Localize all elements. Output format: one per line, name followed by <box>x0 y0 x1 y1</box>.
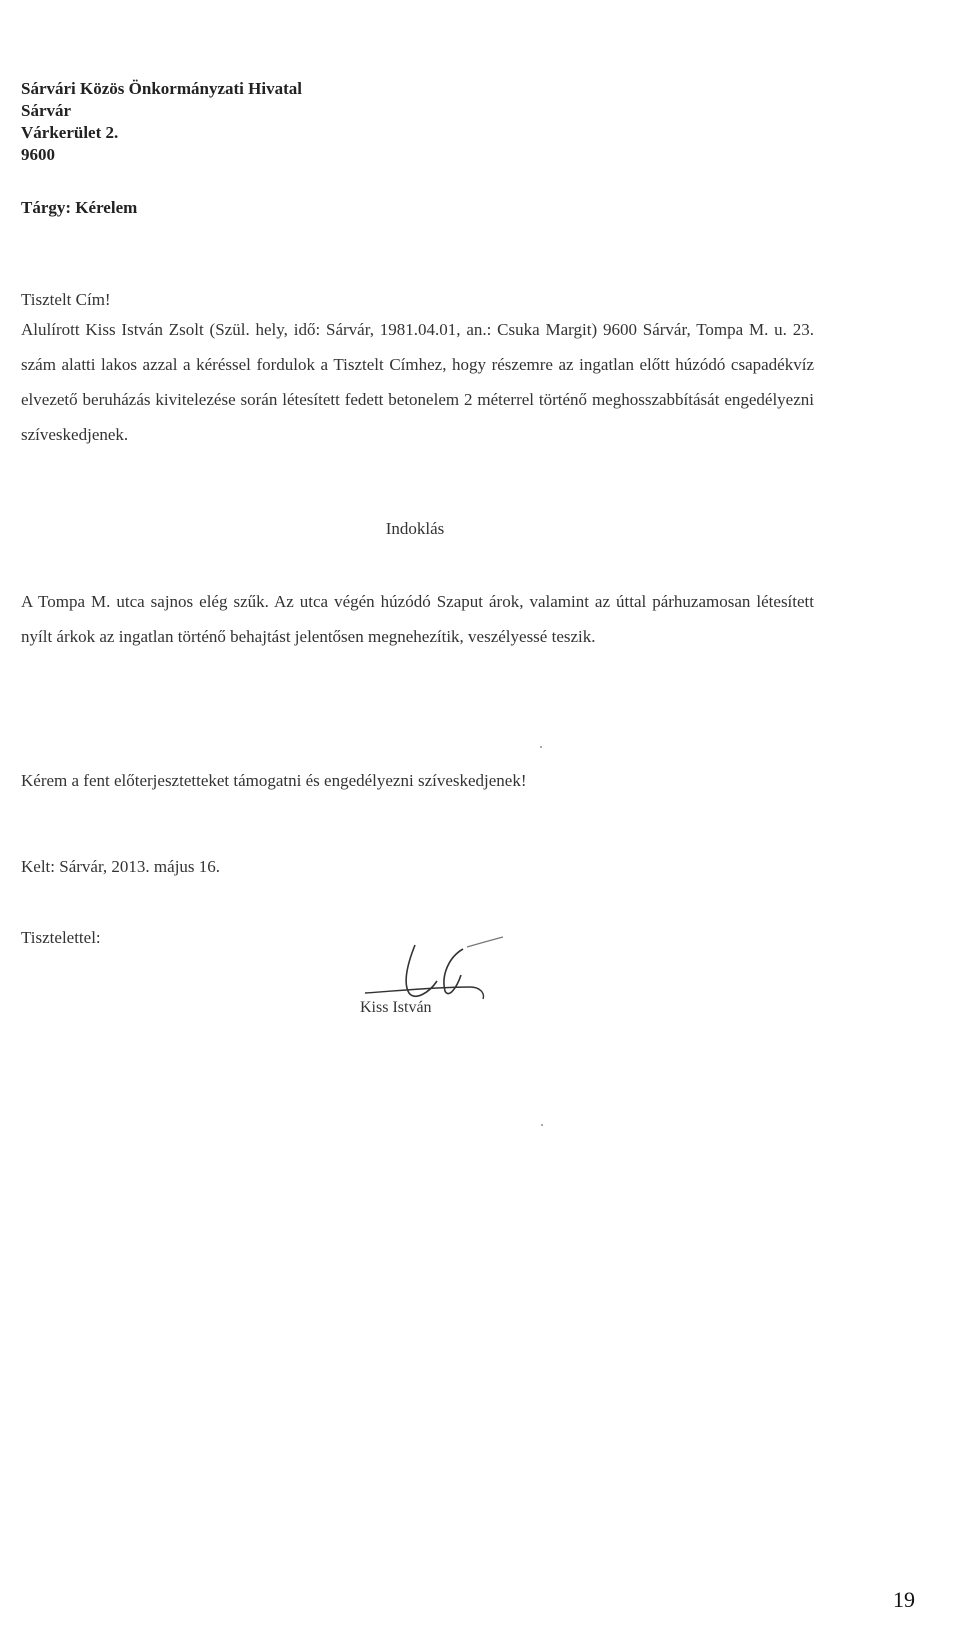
regards-line: Tisztelettel: <box>21 928 101 947</box>
recipient-street: Várkerület 2. <box>21 123 119 142</box>
scan-speck <box>540 746 542 748</box>
date-line: Kelt: Sárvár, 2013. május 16. <box>21 857 221 876</box>
recipient-address <box>21 78 302 166</box>
closing-request: Kérem a fent előterjesztetteket támogatni és engedélyezni szíveskedjenek! <box>21 771 527 790</box>
recipient-postcode: 9600 <box>21 145 55 164</box>
subject-line: Tárgy: Kérelem <box>21 198 138 217</box>
justification-heading: Indoklás <box>385 519 445 538</box>
recipient-office: Sárvári Közös Önkormányzati Hivatal <box>21 79 302 98</box>
greeting: Tisztelt Cím! <box>21 290 111 309</box>
page-number: 19 <box>893 1587 915 1612</box>
justification-paragraph: A Tompa M. utca sajnos elég szűk. Az utca végén húzódó Szaput árok, valamint az úttal párhuzamosan létesített nyílt árkok az ingatlan történő behajtást jelentősen megnehezítik, veszélyessé teszik. <box>21 592 814 646</box>
scan-speck <box>541 1124 543 1126</box>
request-paragraph: Alulírott Kiss István Zsolt (Szül. hely, idő: Sárvár, 1981.04.01, an.: Csuka Margit) 9600 Sárvár, Tompa M. u. 23. szám alatti lakos azzal a kéréssel fordulok a Tisztelt Címhez, hogy részemre az ingatlan előtt húzódó csapadékvíz elvezető beruházás kivitelezése során létesített fedett betonelem 2 méterrel történő meghosszabbítását engedélyezni szíveskedjenek. <box>21 320 814 444</box>
recipient-city: Sárvár <box>21 101 72 120</box>
signer-name: Kiss István <box>360 999 432 1016</box>
